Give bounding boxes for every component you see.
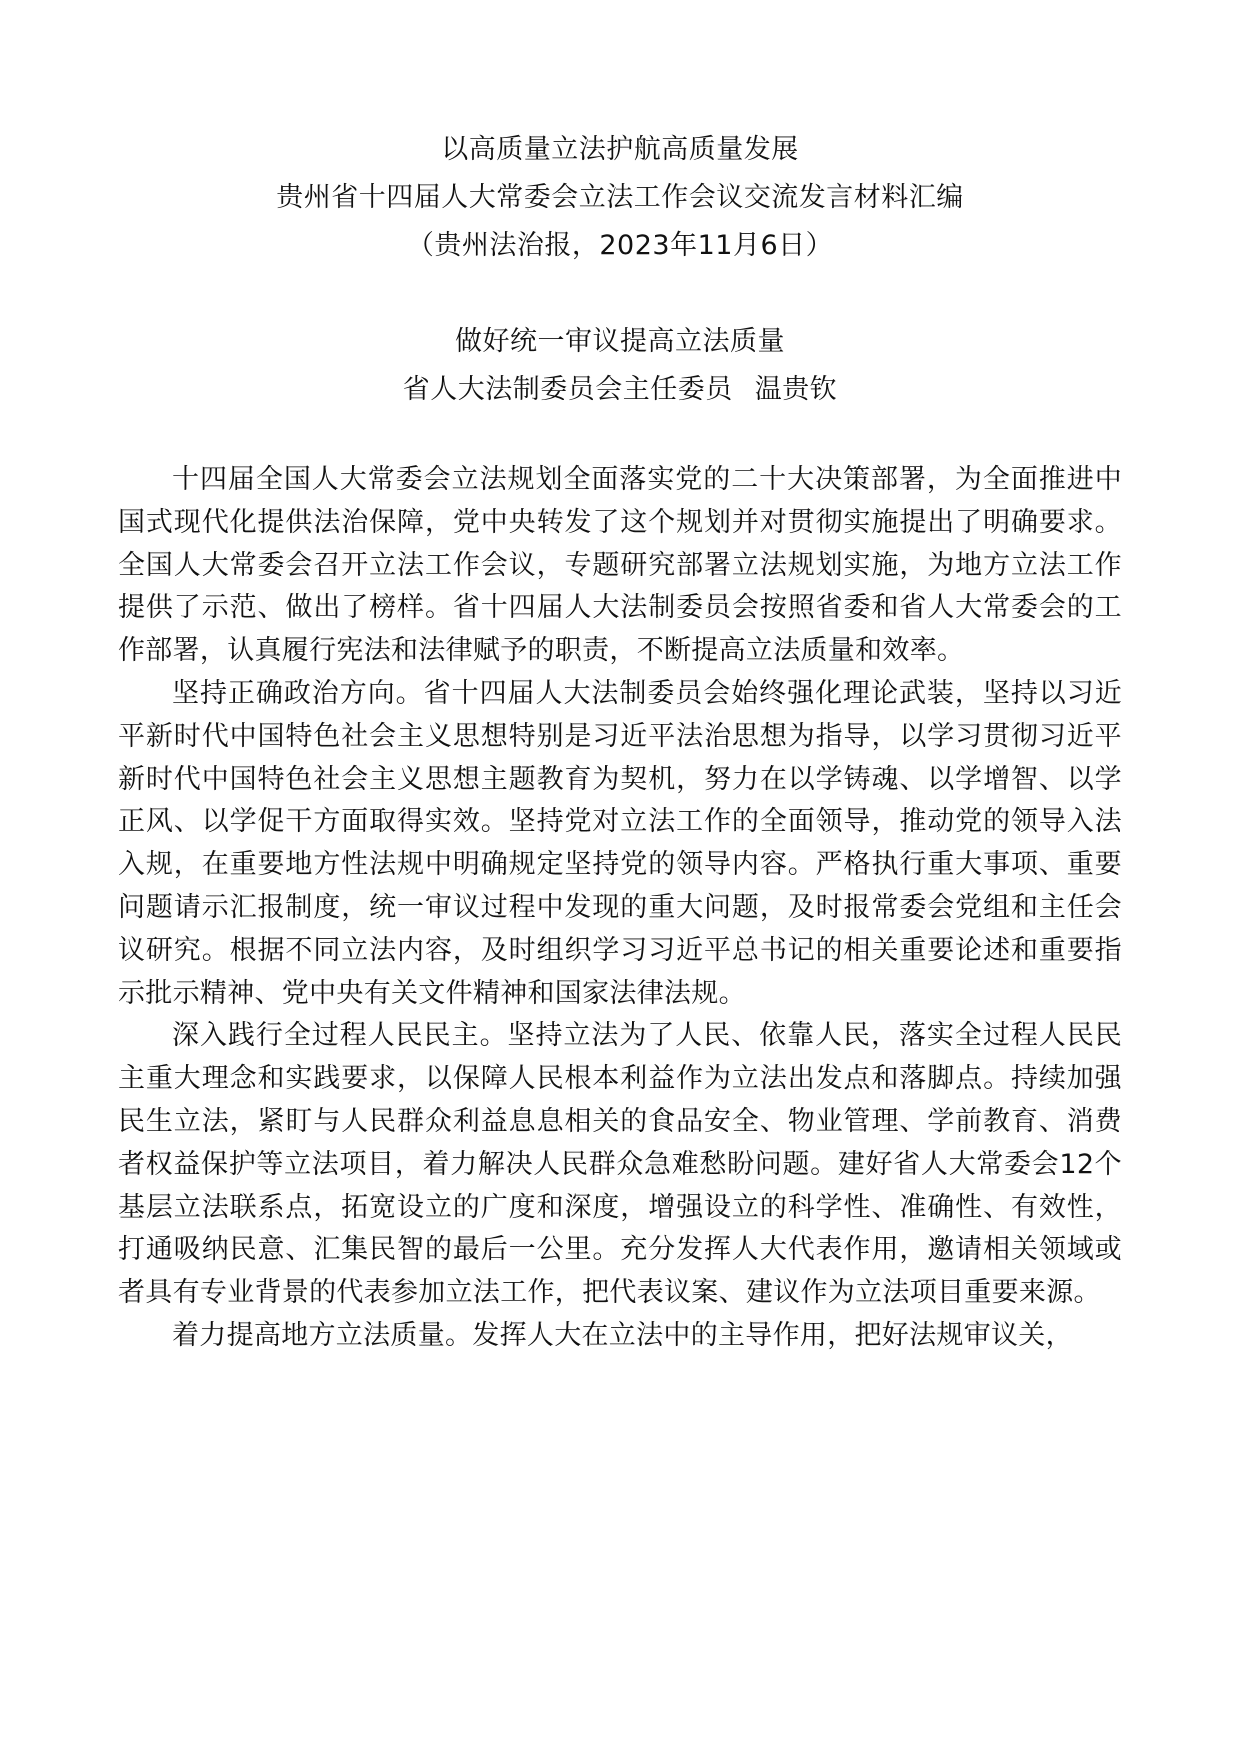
paragraph-whole-process-democracy: 深入践行全过程人民民主。坚持立法为了人民、依靠人民，落实全过程人民民主重大理念和实践要求，以保障人民根本利益作为立法出发点和落脚点。持续加强民生立法，紧盯与人民群众利益息息相关的食品安全、物业管理、学前教育、消费者权益保护等立法项目，着力解决人民群众急难愁盼问题。建好省人大常委会12个基层立法联系点，拓宽设立的广度和深度，增强设立的科学性、准确性、有效性，打通吸纳民意、汇集民智的最后一公里。充分发挥人大代表作用，邀请相关领域或者具有专业背景的代表参加立法工作，把代表议案、建议作为立法项目重要来源。 <box>118 1020 1122 1309</box>
article-header <box>0 318 1240 414</box>
document-header <box>0 126 1240 270</box>
author-line <box>0 366 1240 414</box>
article-title: 做好统一审议提高立法质量 <box>455 326 785 357</box>
author-position: 省人大法制委员会主任委员 <box>402 374 733 405</box>
article-body <box>118 459 1122 1358</box>
paragraph-political-direction: 坚持正确政治方向。省十四届人大法制委员会始终强化理论武装，坚持以习近平新时代中国特色社会主义思想特别是习近平法治思想为指导，以学习贯彻习近平新时代中国特色社会主义思想主题教育为契机，努力在以学铸魂、以学增智、以学正风、以学促干方面取得实效。坚持党对立法工作的全面领导，推动党的领导入法入规，在重要地方性法规中明确规定坚持党的领导内容。严格执行重大事项、重要问题请示汇报制度，统一审议过程中发现的重大问题，及时报常委会党组和主任会议研究。根据不同立法内容，及时组织学习习近平总书记的相关重要论述和重要指示批示精神、党中央有关文件精神和国家法律法规。 <box>118 677 1122 1009</box>
paragraph-intro: 十四届全国人大常委会立法规划全面落实党的二十大决策部署，为全面推进中国式现代化提供法治保障，党中央转发了这个规划并对贯彻实施提出了明确要求。全国人大常委会召开立法工作会议，专题研究部署立法规划实施，为地方立法工作提供了示范、做出了榜样。省十四届人大法制委员会按照省委和省人大常委会的工作部署，认真履行宪法和法律赋予的职责，不断提高立法质量和效率。 <box>118 464 1122 667</box>
paragraph-legislative-quality: 着力提高地方立法质量。发挥人大在立法中的主导作用，把好法规审议关， <box>172 1319 1073 1351</box>
author-name: 温贵钦 <box>754 374 838 405</box>
series-title: 以高质量立法护航高质量发展 <box>441 134 799 165</box>
compilation-title: 贵州省十四届人大常委会立法工作会议交流发言材料汇编 <box>276 182 964 213</box>
source-line: （贵州法治报，2023年11月6日） <box>406 230 834 261</box>
